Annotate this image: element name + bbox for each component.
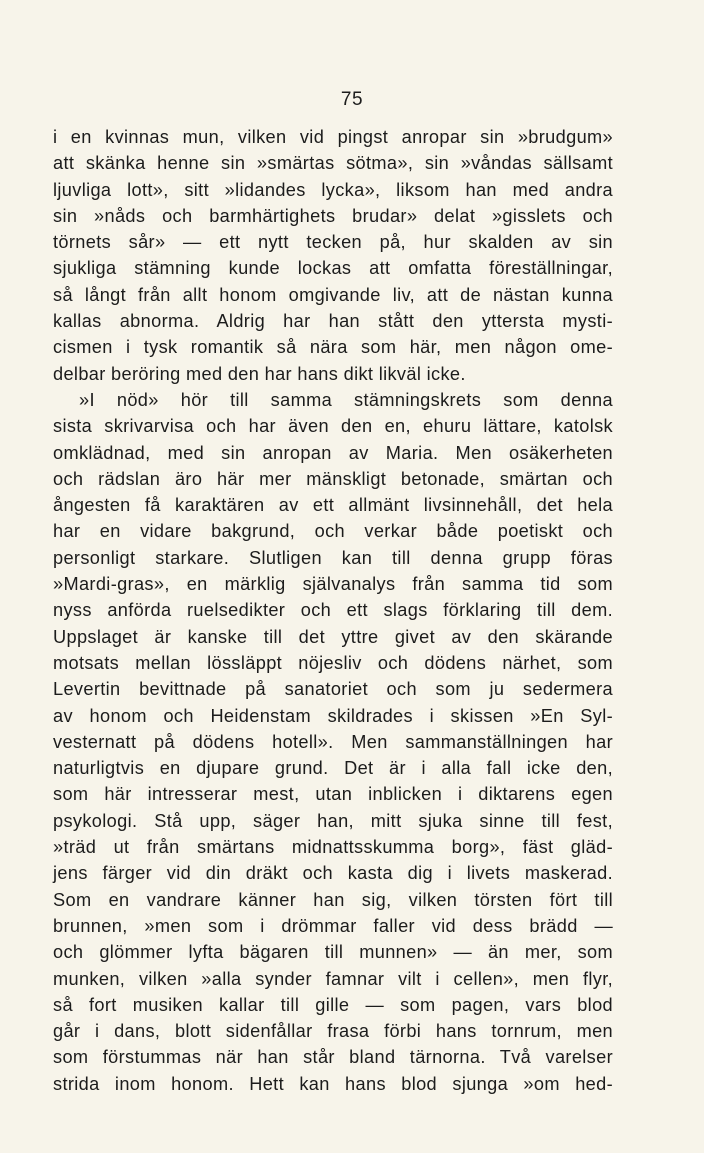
text-line: sista skrivarvisa och har även den en, ehuru lättare, katolsk <box>53 416 613 437</box>
text-line: motsats mellan lössläppt nöjesliv och dödens närhet, som <box>53 652 613 673</box>
text-line: och rädslan äro här mer mänskligt betonade, smärtan och <box>53 468 613 489</box>
text-line: så långt från allt honom omgivande liv, att de nästan kunna <box>53 284 613 305</box>
text-line: jens färger vid din dräkt och kasta dig i livets maskerad. <box>53 863 613 884</box>
text-line: strida inom honom. Hett kan hans blod sjunga »om hed- <box>53 1073 613 1094</box>
text-line: har en vidare bakgrund, och verkar både poetiskt och <box>53 521 613 542</box>
text-line: Levertin bevittnade på sanatoriet och som ju sedermera <box>53 679 613 700</box>
page-number: 75 <box>340 89 364 110</box>
text-line: och glömmer lyfta bägaren till munnen» — än mer, som <box>53 942 613 963</box>
text-line: personligt starkare. Slutligen kan till denna grupp föras <box>53 547 613 568</box>
text-line: att skänka henne sin »smärtas sötma», sin »våndas sällsamt <box>53 153 613 174</box>
text-line: sjukliga stämning kunde lockas att omfatta föreställningar, <box>53 258 613 279</box>
text-line: nyss anförda ruelsedikter och ett slags förklaring till dem. <box>53 600 613 621</box>
text-line: psykologi. Stå upp, säger han, mitt sjuka sinne till fest, <box>53 810 613 831</box>
text-line: som här intresserar mest, utan inblicken i diktarens egen <box>53 784 613 805</box>
text-line: naturligtvis en djupare grund. Det är i alla fall icke den, <box>53 758 613 779</box>
paragraph-start-line: »I nöd» hör till samma stämningskrets som denna <box>79 389 613 410</box>
text-line: av honom och Heidenstam skildrades i skissen »En Syl- <box>53 705 613 726</box>
text-line: brunnen, »men som i drömmar faller vid dess brädd — <box>53 915 613 936</box>
text-line: vesternatt på dödens hotell». Men sammanställningen har <box>53 731 613 752</box>
text-line: Som en vandrare känner han sig, vilken törsten fört till <box>53 889 613 910</box>
text-line: sin »nåds och barmhärtighets brudar» delat »gisslets och <box>53 205 613 226</box>
text-line: går i dans, blott sidenfållar frasa förbi hans tornrum, men <box>53 1021 613 1042</box>
text-line: kallas abnorma. Aldrig har han stått den yttersta mysti- <box>53 311 613 332</box>
text-line: Uppslaget är kanske till det yttre givet av den skärande <box>53 626 613 647</box>
paragraph-end-line: delbar beröring med den har hans dikt likväl icke. <box>53 363 466 384</box>
text-line: munken, vilken »alla synder famnar vilt i cellen», men flyr, <box>53 968 613 989</box>
text-line: ljuvliga lott», sitt »lidandes lycka», liksom han med andra <box>53 179 613 200</box>
text-line: som förstummas när han står bland tärnorna. Två varelser <box>53 1047 613 1068</box>
body-text <box>53 124 613 1097</box>
text-line: i en kvinnas mun, vilken vid pingst anropar sin »brudgum» <box>53 127 613 147</box>
text-line: »Mardi-gras», en märklig självanalys från samma tid som <box>53 574 613 595</box>
text-line: så fort musiken kallar till gille — som pagen, vars blod <box>53 994 613 1015</box>
text-line: törnets sår» — ett nytt tecken på, hur skalden av sin <box>53 232 613 253</box>
text-line: cismen i tysk romantik så nära som här, men någon ome- <box>53 337 613 358</box>
text-line: ångesten få karaktären av ett allmänt livsinnehåll, det hela <box>53 495 613 516</box>
text-line: »träd ut från smärtans midnattsskumma borg», fäst gläd- <box>53 837 613 858</box>
text-line: omklädnad, med sin anropan av Maria. Men osäkerheten <box>53 442 613 463</box>
